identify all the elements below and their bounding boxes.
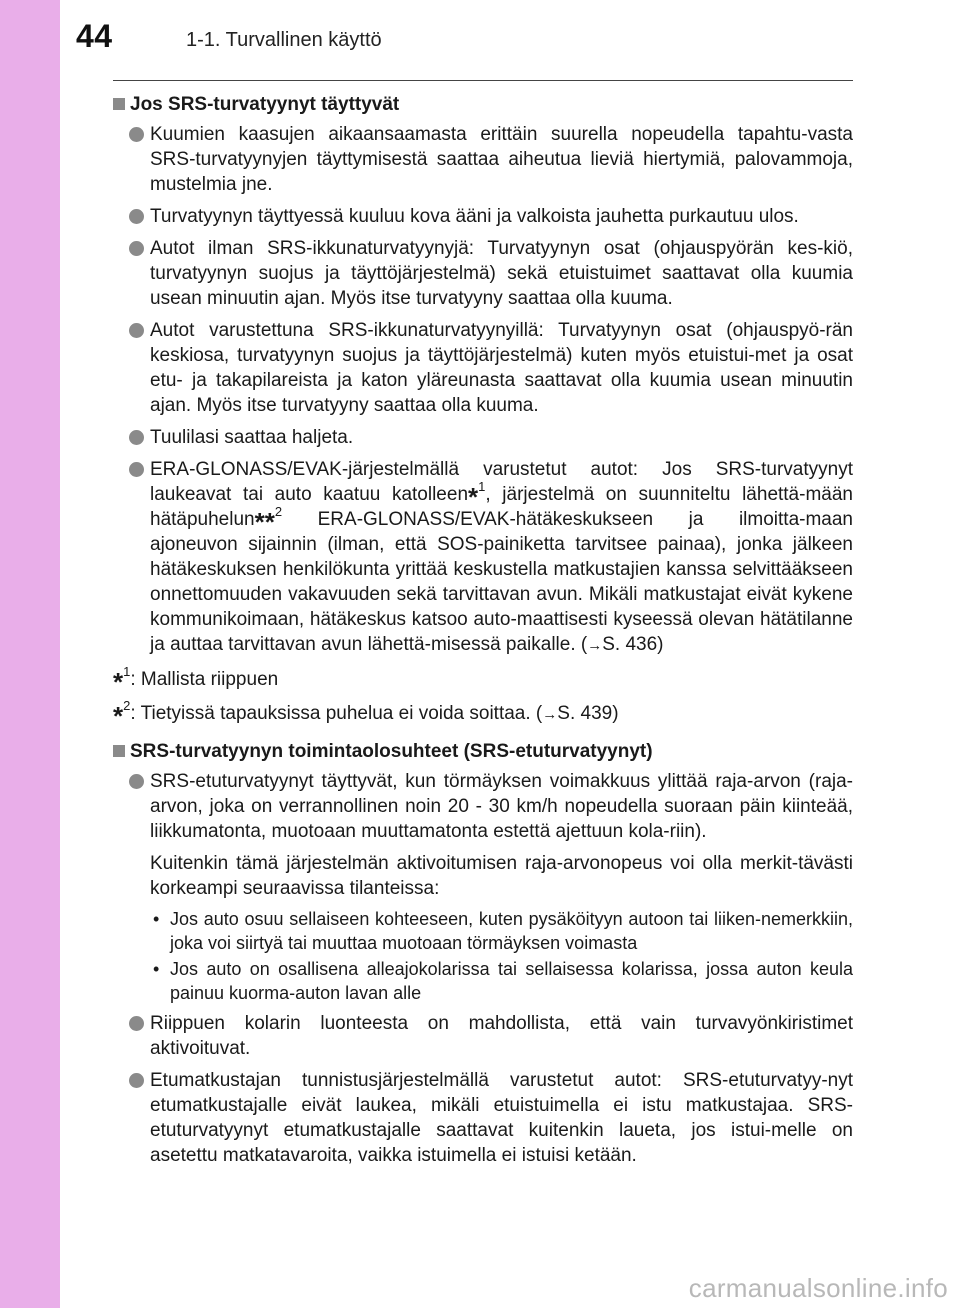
list-item [113, 1068, 853, 1168]
footnote-ref-1: 1 [478, 479, 486, 494]
sub-list-item-text: Jos auto osuu sellaiseen kohteeseen, kuten pysäköityyn autoon tai liiken-nemerkkiin, joka voi siirtyä tai muuttaa muotoaan törmäyksen voimasta [170, 909, 853, 953]
footnote-mark: * [113, 667, 124, 697]
circle-bullet-icon [129, 1073, 144, 1088]
sub-list-item [113, 957, 853, 1005]
list-item-text: Tuulilasi saattaa haljeta. [150, 427, 354, 448]
circle-bullet-icon [129, 127, 144, 142]
watermark: carmanualsonline.info [688, 1273, 948, 1303]
footnote-mark: * [264, 507, 275, 537]
page-reference-link[interactable]: S. 439) [557, 703, 619, 724]
footnote-number: 1 [123, 664, 131, 679]
list-item [113, 122, 853, 197]
era-text-part1: ERA-GLONASS/EVAK-järjestelmällä varustetut autot: Jos SRS-turvatyynyt laukeavat tai auto kaatuu katolleen [150, 459, 853, 505]
circle-bullet-icon [129, 323, 144, 338]
circle-bullet-icon [129, 774, 144, 789]
era-text-part2: , järjestelmä on suunniteltu lähettä-mään hätäpuhelun [150, 484, 853, 530]
list-item [113, 236, 853, 311]
circle-bullet-icon [129, 1016, 144, 1031]
list-item-text: Turvatyynyn täyttyessä kuuluu kova ääni ja valkoista jauhetta purkautuu ulos. [150, 206, 799, 227]
square-bullet-icon [113, 98, 125, 110]
circle-bullet-icon [129, 209, 144, 224]
footnote-mark: * [113, 701, 124, 731]
page-content [113, 92, 853, 1175]
list-item-text: Riippuen kolarin luonteesta on mahdollista, että vain turvavyönkiristimet aktivoituvat. [150, 1013, 853, 1059]
bullet-dot-icon: • [153, 959, 160, 979]
era-text-part3: ERA-GLONASS/EVAK-hätäkeskukseen ja ilmoitta-maan ajoneuvon sijainnin (ilman, että SOS-painiketta tarvitsee painaa), jonka jälkeen hätäkeskuksen henkilökunta yrittää keskustella matkustajien kanssa selvittääkseen onnettomuuden vakavuuden sekä tarvittavan avun. Mikäli matkustajat eivät kykene kommunikoimaan, hätäkeskus katsoo auto-maattisesti kyseessä olevan hätätilanne ja auttaa tarvittavan avun lähettä-misessä paikalle. ( [150, 509, 853, 655]
header-divider [113, 80, 853, 81]
list-item-text: SRS-etuturvatyynyt täyttyvät, kun törmäyksen voimakkuus ylittää raja-arvon (raja-arvon, joka on verrannollinen noin 20 - 30 km/h nopeudella suoraan päin kiinteää, liikkumatonta, muotoaan muuttamatonta estettä ajettuun kola-riin). [150, 771, 853, 842]
footnote-text: : Tietyissä tapauksissa puhelua ei voida soittaa. ( [130, 703, 543, 724]
footnote-ref-2: 2 [274, 504, 283, 519]
footnote-number: 2 [123, 698, 131, 713]
list-item-text: Etumatkustajan tunnistusjärjestelmällä varustetut autot: SRS-etuturvatyy-nyt etumatkustajalle eivät laukea, mikäli etuistuimella ei istu matkustajaa. SRS-etuturvatyynyt etumatkustajalle saattavat kuitenkin laueta, jos istui-melle on asetettu matkatavaroita, vaikka istuimella ei istuisi ketään. [150, 1070, 853, 1166]
bullet-dot-icon: • [153, 909, 160, 929]
footnote-text: : Mallista riippuen [130, 669, 279, 690]
list-item [113, 769, 853, 844]
list-item [113, 1011, 853, 1061]
circle-bullet-icon [129, 462, 144, 477]
list-item-era-glonass [113, 457, 853, 658]
circle-bullet-icon [129, 430, 144, 445]
page-reference-link[interactable]: S. 436) [602, 634, 664, 655]
square-bullet-icon [113, 745, 125, 757]
footnote-mark: * [468, 482, 479, 512]
arrow-right-icon: → [587, 637, 603, 654]
chapter-sidebar-tab [0, 0, 60, 1308]
list-item [113, 318, 853, 418]
arrow-right-icon: → [542, 706, 558, 723]
section-heading-airbags-deploy [113, 92, 853, 117]
section-heading-operating-conditions [113, 739, 853, 764]
chapter-title: 1-1. Turvallinen käyttö [186, 29, 382, 51]
list-item [113, 204, 853, 229]
circle-bullet-icon [129, 241, 144, 256]
list-item [113, 425, 853, 450]
section-heading-text: SRS-turvatyynyn toimintaolosuhteet (SRS-etuturvatyynyt) [130, 741, 653, 762]
list-item-text: Kuumien kaasujen aikaansaamasta erittäin suurella nopeudella tapahtu-vasta SRS-turvatyynyjen täyttymisestä saattaa aiheutua lieviä hiertymiä, palovammoja, mustelmia jne. [150, 124, 853, 195]
list-item-text: Autot varustettuna SRS-ikkunaturvatyynyillä: Turvatyynyn osat (ohjauspyö-rän keskiosa, turvatyynyn suojus ja täyttöjärjestelmä) kuten myös etuistui-met ja osat etu- ja takapilareista ja katon yläreunasta saattavat olla kuumia usean minuutin ajan. Myös itse turvatyyny saattaa olla kuuma. [150, 320, 853, 416]
footnote-mark: * [254, 507, 265, 537]
footnote-1 [113, 664, 853, 697]
list-item-text: Autot ilman SRS-ikkunaturvatyynyjä: Turvatyynyn osat (ohjauspyörän kes-kiö, turvatyynyn suojus ja täyttöjärjestelmä) sekä etuistuimet saattavat olla kuumia usean minuutin ajan. Myös itse turvatyyny saattaa olla kuuma. [150, 238, 853, 309]
page-number: 44 [76, 18, 113, 54]
paragraph: Kuitenkin tämä järjestelmän aktivoitumisen raja-arvonopeus voi olla merkit-tävästi korkeampi seuraavissa tilanteissa: [150, 853, 853, 899]
sub-list-item-text: Jos auto on osallisena alleajokolarissa tai sellaisessa kolarissa, jossa auton keula painuu kuorma-auton lavan alle [170, 959, 853, 1003]
sub-list-item [113, 907, 853, 955]
section-heading-text: Jos SRS-turvatyynyt täyttyvät [130, 94, 400, 115]
footnote-2 [113, 698, 853, 731]
